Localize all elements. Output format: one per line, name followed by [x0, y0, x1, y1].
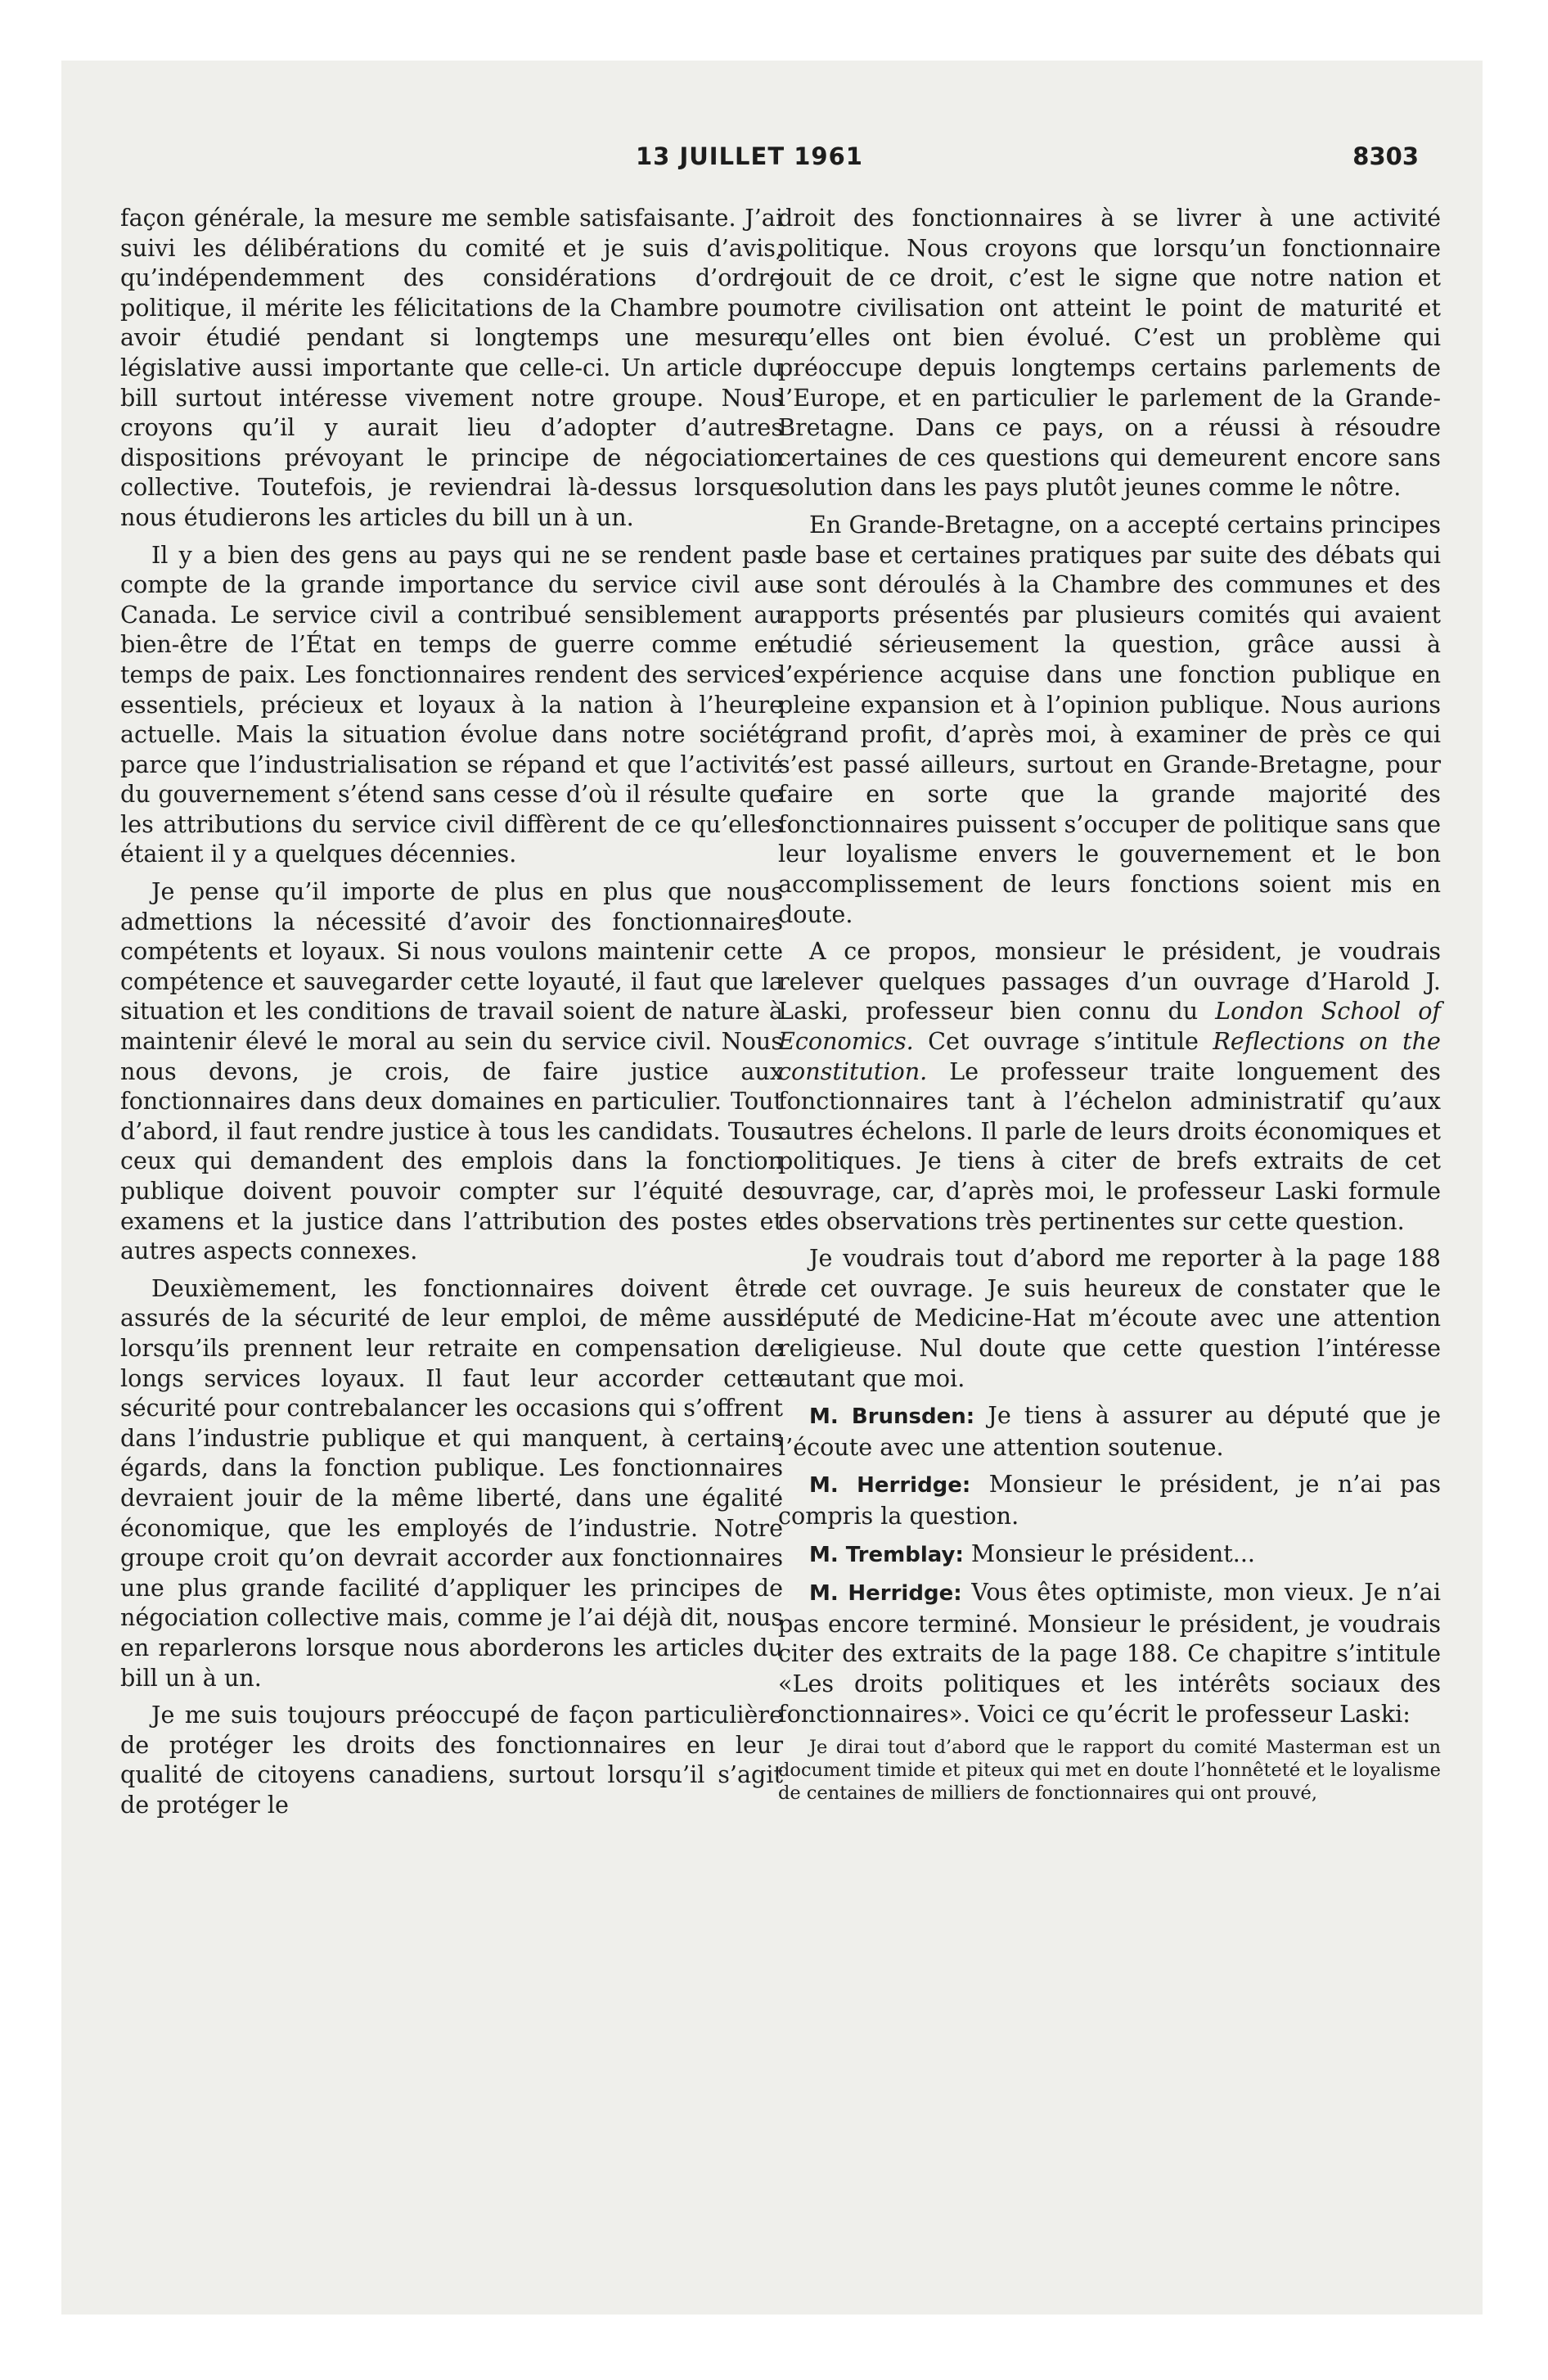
paragraph: En Grande-Bretagne, on a accepté certains principes de base et certaines pratiques par suite des débats qui se sont déroulés à la Chambre des communes et des rapports présentés par plusieurs comités qui avaient étudié sérieusement la question, grâce aussi à l’expérience acquise dans une fonction publique en pleine expansion et à l’opinion publique. Nous aurions grand profit, d’après moi, à examiner de près ce qui s’est passé ailleurs, surtout en Grande-Bretagne, pour faire en sorte que la grande majorité des fonctionnaires puissent s’occuper de politique sans que leur loyalisme envers le gouvernement et le bon accomplissement de leurs fonctions soient mis en doute. — [778, 510, 1441, 928]
paragraph: Je voudrais tout d’abord me reporter à la page 188 de cet ouvrage. Je suis heureux de constater que le député de Medicine-Hat m’écoute avec une attention religieuse. Nul doute que cette question l’intéresse autant que moi. — [778, 1244, 1441, 1392]
speaker-paragraph — [778, 1577, 1441, 1729]
book-title: Reflections on the constitution. — [778, 1027, 1441, 1085]
speaker-paragraph — [778, 1400, 1441, 1462]
speaker-name: M. Brunsden: — [809, 1404, 975, 1430]
paragraph: façon générale, la mesure me semble satisfaisante. J’ai suivi les délibérations du comité et je suis d’avis, qu’indépendemment des considérations d’ordre politique, il mérite les félicitations de la Chambre pour avoir étudié pendant si longtemps une mesure législative aussi importante que celle-ci. Un article du bill surtout intéresse vivement notre groupe. Nous croyons qu’il y aurait lieu d’adopter d’autres dispositions prévoyant le principe de négociation collective. Toutefois, je reviendrai là-dessus lorsque nous étudierons les articles du bill un à un. — [120, 204, 783, 531]
speaker-name: M. Herridge: — [809, 1473, 971, 1499]
text-run: Le professeur traite longuement des fonctionnaires tant à l’échelon administratif qu’aux autres échelons. Il parle de leurs droits économiques et politiques. Je tiens à citer de brefs extraits de cet ouvrage, car, d’après moi, le professeur Laski formule des observations très pertinentes sur cette question. — [778, 1057, 1441, 1235]
text-run: Cet ouvrage s’intitule — [913, 1027, 1213, 1056]
page-number: 8303 — [1352, 142, 1419, 170]
speaker-paragraph — [778, 1539, 1441, 1571]
paragraph: Il y a bien des gens au pays qui ne se rendent pas compte de la grande importance du service civil au Canada. Le service civil a contribué sensiblement au bien-être de l’État en temps de guerre comme en temps de paix. Les fonctionnaires rendent des services essentiels, précieux et loyaux à la nation à l’heure actuelle. Mais la situation évolue dans notre société parce que l’industrialisation se répand et que l’activité du gouvernement s’étend sans cesse d’où il résulte que les attributions du service civil diffèrent de ce qu’elles étaient il y a quelques décennies. — [120, 540, 783, 868]
speaker-name: M. Tremblay: — [809, 1542, 964, 1567]
speech-text: Je tiens à assurer au député que je l’écoute avec une attention soutenue. — [778, 1401, 1441, 1461]
speaker-paragraph — [778, 1469, 1441, 1530]
speech-text: Monsieur le président... — [963, 1539, 1256, 1567]
speech-text: Monsieur le président, je n’ai pas compris la question. — [778, 1470, 1441, 1530]
paragraph: droit des fonctionnaires à se livrer à une activité politique. Nous croyons que lorsqu’un fonctionnaire jouit de ce droit, c’est le signe que notre nation et notre civilisation ont atteint le point de maturité et qu’elles ont bien évolué. C’est un problème qui préoccupe depuis longtemps certains parlements de l’Europe, et en particulier le parlement de la Grande-Bretagne. Dans ce pays, on a réussi à résoudre certaines de ces questions qui demeurent encore sans solution dans les pays plutôt jeunes comme le nôtre. — [778, 204, 1441, 502]
left-column — [120, 203, 783, 1827]
book-reference: London School of Economics. — [778, 997, 1441, 1056]
speaker-name: M. Herridge: — [809, 1581, 962, 1607]
right-column — [778, 203, 1441, 1812]
paragraph: Deuxièmement, les fonctionnaires doivent être assurés de la sécurité de leur emploi, de même aussi lorsqu’ils prennent leur retraite en compensation de longs services loyaux. Il faut leur accorder cette sécurité pour contrebalancer les occasions qui s’offrent dans l’industrie publique et qui manquent, à certains égards, dans la fonction publique. Les fonctionnaires devraient jouir de la même liberté, dans une égalité économique, que les employés de l’industrie. Notre groupe croit qu’on devrait accorder aux fonctionnaires une plus grande facilité d’appliquer les principes de négociation collective mais, comme je l’ai déjà dit, nous en reparlerons lorsque nous aborderons les articles du bill un à un. — [120, 1273, 783, 1692]
document-page — [61, 61, 1483, 2315]
block-quote: Je dirai tout d’abord que le rapport du comité Masterman est un document timide et piteux qui met en doute l’honnêteté et le loyalisme de centaines de milliers de fonctionnaires qui ont prouvé, — [778, 1737, 1441, 1805]
paragraph: Je me suis toujours préoccupé de façon particulière de protéger les droits des fonctionnaires en leur qualité de citoyens canadiens, surtout lorsqu’il s’agit de protéger le — [120, 1701, 783, 1819]
paragraph — [778, 936, 1441, 1236]
paragraph: Je pense qu’il importe de plus en plus que nous admettions la nécessité d’avoir des fonctionnaires compétents et loyaux. Si nous voulons maintenir cette compétence et sauvegarder cette loyauté, il faut que la situation et les conditions de travail soient de nature à maintenir élevé le moral au sein du service civil. Nous nous devons, je crois, de faire justice aux fonctionnaires dans deux domaines en particulier. Tout d’abord, il faut rendre justice à tous les candidats. Tous ceux qui demandent des emplois dans la fonction publique doivent pouvoir compter sur l’équité des examens et la justice dans l’attribution des postes et autres aspects connexes. — [120, 877, 783, 1265]
speech-text: Vous êtes optimiste, mon vieux. Je n’ai pas encore terminé. Monsieur le président, je voudrais citer des extraits de la page 188. Ce chapitre s’intitule «Les droits politiques et les intérêts sociaux des fonctionnaires». Voici ce qu’écrit le professeur Laski: — [778, 1578, 1441, 1728]
page-header — [61, 142, 1483, 183]
header-date: 13 JUILLET 1961 — [636, 142, 863, 170]
text-run: A ce propos, monsieur le président, je voudrais relever quelques passages d’un ouvrage d’Harold J. Laski, professeur bien connu du — [778, 937, 1441, 1025]
